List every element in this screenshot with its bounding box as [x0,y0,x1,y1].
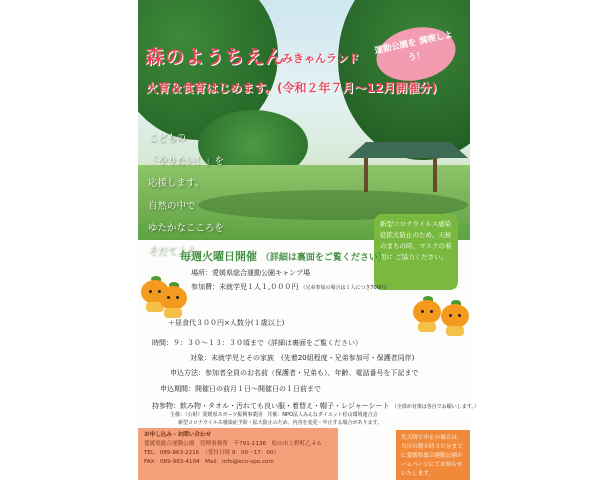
weekly-note: （詳細は裏面をご覧ください） [260,253,387,263]
contact-tel: TEL：089-963-2216 （受付日時 9：00～17：00） [144,450,280,456]
items-note: （全部が対策は各自でお願いします。） [391,404,479,410]
poem-line: そだてよう。 [148,245,206,257]
apply-method-label: 申込方法： [170,369,205,377]
contact-heading: お申し込み・お問い合わせ [144,432,212,438]
gazebo-post [364,158,368,192]
place-label: 場所： [191,269,212,277]
snack-fee: ＋昼食代３００円×人数分(１歳以上) [168,319,285,327]
contact-box [138,428,338,480]
contact-fax: FAX：089-963-4104 Mail：info@eco-spo.com [144,459,274,465]
fee-row [191,282,390,292]
time-label: 時間： [152,339,173,347]
target-value: 未就学児とその家族 (先着20組程度・兄弟参加可・保護者同伴) [211,354,415,362]
fee-label: 参加費： [191,283,219,291]
flyer-subtitle: みきゃんランド [282,52,359,65]
poem [148,128,224,263]
items-label: 持参物： [152,402,180,410]
place-row [191,268,310,278]
poem-line: 応援します。 [148,178,205,189]
apply-method-value: 参加者全員のお名前（保護者・兄弟も）、年齢、電話番号を下記まで [205,369,419,377]
fee-value: 未就学児１人１,０００円 [219,283,299,291]
covid-change-note: 新型コロナウイルス感染症予防・拡大防止のため、内容を変更・中止する場合があります。 [178,420,383,426]
items-row [152,401,479,411]
apply-period-row [160,384,321,394]
poem-line: こどもの [148,133,187,144]
gazebo-roof [348,142,468,158]
time-row [152,338,362,348]
fee-note: （兄弟参加の場合は１人につき700円） [300,285,390,291]
target-label: 対象： [190,354,211,362]
contact-org: 愛媛県総合運動公園 管理事務所 〒791-1136 松山市上野町乙４６ [144,441,322,447]
apply-method-row [170,368,419,378]
place-value: 愛媛県総合運動公園キャンプ場 [212,269,310,277]
target-row [190,353,414,363]
covid-mask-notice: 新型コロナウイルス感染症拡大防止のため、天候のまちの時、マスクの着用に ご協力ください。 [374,214,458,290]
poem-line: ゆたかなこころを [148,223,225,234]
items-value: 飲み物・タオル・汚れても良い服・着替え・帽子・レジャーシート [180,402,390,410]
apply-period-value: 開催日の前月１日～開催日の１日前まで [195,385,321,393]
promo-badge: 運動公園を 満喫しよう！ [371,20,460,87]
mascot-icon [156,282,190,318]
cancellation-notice: 荒天時で中止の場合は、当日の朝８時３０分までに愛媛県総合運動公園ホームページにてお知らせいたします。 [396,430,470,480]
apply-period-label: 申込期間： [160,385,195,393]
organizer: 主催：（公財）愛媛県スポーツ振興事業団 共催：NPO法人みんなダイエット松山環境連合会 [170,412,378,418]
mascot-icon [438,300,472,336]
flyer-title: 森のようちえん [145,46,286,68]
flyer-headline: 火育＆食育はじめます。(令和２年７月～12月開催分) [146,81,437,95]
poem-line: 「やりたい！」を [148,155,225,167]
time-value: ９：３０～１３：３０頃まで（詳細は裏面をご覧ください） [173,339,362,347]
weekly-schedule [180,248,387,264]
gazebo-post [433,158,437,192]
poem-line: 自然の中で [148,200,196,212]
weekly-main: 毎週火曜日開催 [180,250,257,263]
